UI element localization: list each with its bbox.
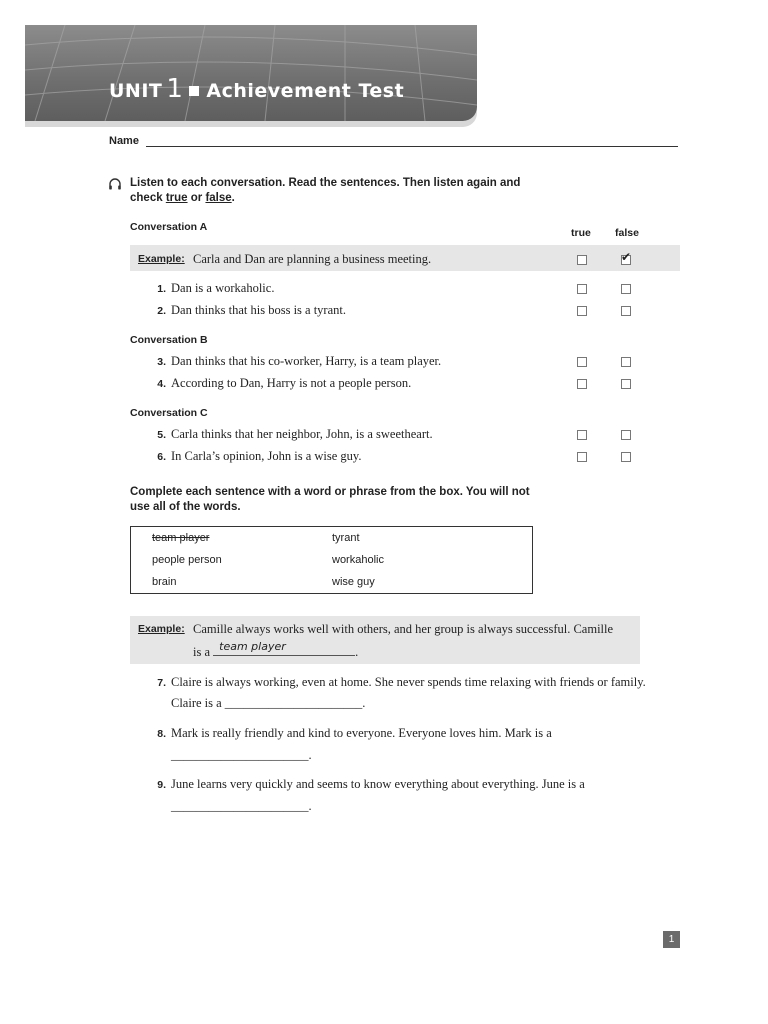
- word-bank-item: brain: [152, 576, 177, 588]
- name-label: Name: [109, 135, 139, 147]
- word-bank-item: people person: [152, 554, 222, 566]
- item-answer-line[interactable]: ______________________.: [171, 799, 312, 813]
- vocab-instr-line-1: Complete each sentence with a word or phrase from the box. You will not: [130, 486, 530, 498]
- item-number: 8.: [157, 728, 166, 740]
- vocab-instr-line-2: use all of the words.: [130, 501, 241, 513]
- unit-label: UNIT: [109, 80, 163, 102]
- instructions-line-1: Listen to each conversation. Read the sentences. Then listen again and: [130, 177, 521, 189]
- example-label-2: Example:: [138, 623, 185, 635]
- test-title: Achievement Test: [206, 80, 405, 102]
- checkmark-icon: ✔: [621, 250, 632, 264]
- item-text: Mark is really friendly and kind to everyone. Everyone loves him. Mark is a: [171, 726, 552, 740]
- item-1-false-checkbox[interactable]: [621, 284, 631, 294]
- item-6-false-checkbox[interactable]: [621, 452, 631, 462]
- false-column-header: false: [615, 227, 639, 239]
- square-bullet-icon: [189, 86, 199, 96]
- item-number: 7.: [157, 677, 166, 689]
- listening-instructions: [130, 176, 520, 206]
- example-true-checkbox[interactable]: [577, 255, 587, 265]
- header-banner: [25, 25, 477, 121]
- item-3-true-checkbox[interactable]: [577, 357, 587, 367]
- conversation-c-heading: Conversation C: [130, 407, 208, 419]
- item-text: According to Dan, Harry is not a people person.: [171, 376, 412, 390]
- example-sentence: Carla and Dan are planning a business meeting.: [193, 252, 432, 266]
- item-number: 2.: [157, 305, 166, 317]
- item-number: 9.: [157, 779, 166, 791]
- item-1-true-checkbox[interactable]: [577, 284, 587, 294]
- item-5-true-checkbox[interactable]: [577, 430, 587, 440]
- page-title: [109, 73, 405, 104]
- vocabulary-instructions: [130, 485, 530, 515]
- item-number: 3.: [157, 356, 166, 368]
- item-4-false-checkbox[interactable]: [621, 379, 631, 389]
- example-2-prefix: is a: [193, 645, 211, 659]
- item-number: 6.: [157, 451, 166, 463]
- item-3-false-checkbox[interactable]: [621, 357, 631, 367]
- item-number: 1.: [157, 283, 166, 295]
- word-bank-item: workaholic: [332, 554, 384, 566]
- page-number: 1: [663, 931, 680, 948]
- banner-pattern: [25, 25, 477, 121]
- item-5-false-checkbox[interactable]: [621, 430, 631, 440]
- item-text: June learns very quickly and seems to know everything about everything. June is a: [171, 777, 585, 791]
- item-answer-line[interactable]: Claire is a ______________________.: [171, 696, 366, 710]
- example-2-line-1: Camille always works well with others, and her group is always successful. Camille: [193, 622, 614, 636]
- headphones-icon: [108, 177, 122, 191]
- instr-or: or: [190, 192, 203, 204]
- instr-check: check: [130, 192, 163, 204]
- word-bank-item: tyrant: [332, 532, 360, 544]
- item-6-true-checkbox[interactable]: [577, 452, 587, 462]
- example-2-answer-blank: [213, 640, 355, 656]
- item-2-true-checkbox[interactable]: [577, 306, 587, 316]
- item-text: Claire is always working, even at home. She never spends time relaxing with friends or family.: [171, 675, 646, 689]
- item-text: Dan thinks that his co-worker, Harry, is a team player.: [171, 354, 442, 368]
- word-bank-item: wise guy: [332, 576, 375, 588]
- unit-number: 1: [166, 73, 184, 104]
- item-4-true-checkbox[interactable]: [577, 379, 587, 389]
- item-text: Dan is a workaholic.: [171, 281, 275, 295]
- item-text: Dan thinks that his boss is a tyrant.: [171, 303, 346, 317]
- word-bank-item: team player: [152, 532, 210, 544]
- name-field-line[interactable]: [146, 146, 678, 147]
- item-answer-line[interactable]: ______________________.: [171, 748, 312, 762]
- instructions-line-2: check true or false.: [130, 192, 235, 204]
- item-2-false-checkbox[interactable]: [621, 306, 631, 316]
- item-number: 5.: [157, 429, 166, 441]
- example-2-line-2: is a team player .: [193, 640, 359, 659]
- true-column-header: true: [571, 227, 591, 239]
- instr-false: false: [205, 192, 232, 204]
- instr-true: true: [165, 192, 188, 204]
- conversation-b-heading: Conversation B: [130, 334, 208, 346]
- conversation-a-heading: Conversation A: [130, 221, 208, 233]
- item-text: Carla thinks that her neighbor, John, is a sweetheart.: [171, 427, 433, 441]
- example-label: Example:: [138, 253, 185, 265]
- word-box: [130, 526, 533, 594]
- item-text: In Carla’s opinion, John is a wise guy.: [171, 449, 362, 463]
- item-number: 4.: [157, 378, 166, 390]
- example-2-answer: team player: [219, 640, 286, 653]
